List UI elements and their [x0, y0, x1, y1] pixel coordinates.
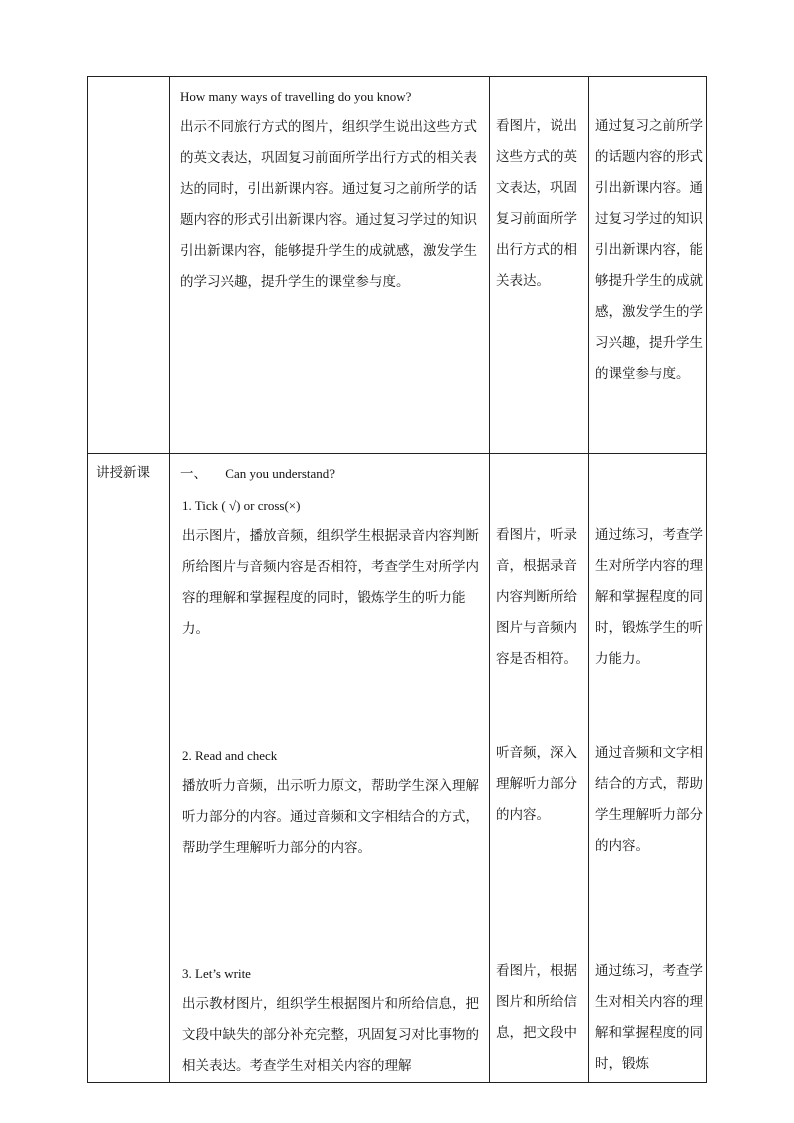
purpose-text: 通过音频和文字相结合的方式，帮助学生理解听力部分的内容。 [595, 745, 703, 854]
section-heading [180, 458, 483, 490]
section-marker: 一、 [180, 466, 207, 482]
stage-cell [88, 454, 170, 1083]
section-title: Can you understand? [225, 466, 336, 481]
activity-item [182, 740, 483, 958]
purpose-cell [589, 454, 707, 1083]
purpose-cell [589, 77, 707, 454]
item-heading: 1. Tick ( √) or cross(×) [182, 498, 301, 513]
activity-cell [170, 77, 490, 454]
student-text: 听音频，深入理解听力部分的内容。 [496, 745, 577, 823]
purpose-text: 通过练习，考查学生对所学内容的理解和掌握程度的同时，锻炼学生的听力能力。 [595, 527, 703, 667]
item-activity-text: 播放听力音频，出示听力原文，帮助学生深入理解听力部分的内容。通过音频和文字相结合的方式，帮助学生理解听力部分的内容。 [182, 778, 479, 856]
purpose-text: 通过练习，考查学生对相关内容的理解和掌握程度的同时，锻炼 [595, 963, 703, 1072]
activity-item [182, 490, 483, 740]
lesson-plan-table [87, 76, 707, 1083]
student-cell [490, 454, 589, 1083]
item-activity-text: 出示图片，播放音频，组织学生根据录音内容判断所给图片与音频内容是否相符，考查学生对所学内容的理解和掌握程度的同时，锻炼学生的听力能力。 [182, 528, 479, 637]
purpose-text: 通过复习之前所学的话题内容的形式引出新课内容。通过复习学过的知识引出新课内容，能够提升学生的成就感，激发学生的学习兴趣，提升学生的课堂参与度。 [595, 118, 703, 382]
item-activity-text: 出示教材图片，组织学生根据图片和所给信息，把文段中缺失的部分补充完整，巩固复习对比事物的相关表达。考查学生对相关内容的理解 [182, 996, 479, 1074]
stage-label: 讲授新课 [96, 465, 150, 481]
item-heading: 3. Let’s write [182, 966, 251, 981]
activity-item [182, 958, 483, 1082]
student-text: 看图片，听录音，根据录音内容判断所给图片与音频内容是否相符。 [496, 527, 577, 667]
student-cell [490, 77, 589, 454]
activity-heading: How many ways of travelling do you know? [180, 89, 412, 104]
activity-text: 出示不同旅行方式的图片，组织学生说出这些方式的英文表达，巩固复习前面所学出行方式的相关表达的同时，引出新课内容。通过复习之前所学的话题内容的形式引出新课内容。通过复习学过的知识引出新课内容，能够提升学生的成就感，激发学生的学习兴趣，提升学生的课堂参与度。 [180, 119, 477, 290]
item-heading: 2. Read and check [182, 748, 278, 763]
activity-cell [170, 454, 490, 1083]
table-row [88, 77, 707, 454]
student-text: 看图片，根据图片和所给信息，把文段中 [496, 963, 577, 1041]
student-text: 看图片，说出这些方式的英文表达，巩固复习前面所学出行方式的相关表达。 [496, 118, 577, 289]
table-row [88, 454, 707, 1083]
